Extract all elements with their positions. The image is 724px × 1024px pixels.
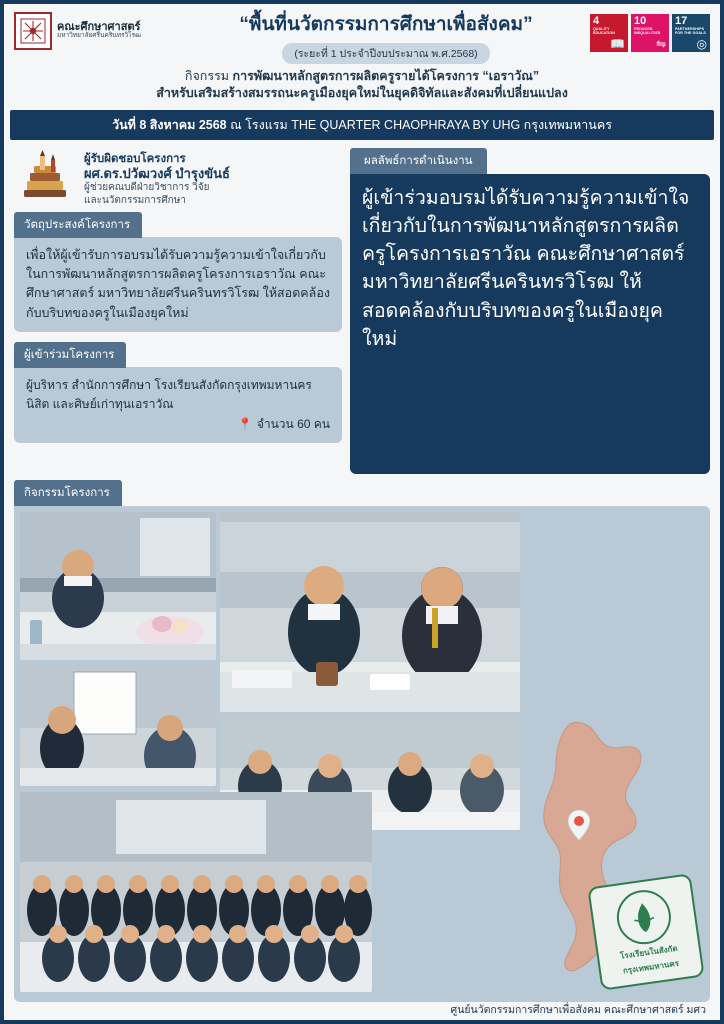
content-body [4, 140, 720, 474]
circle-rings-icon: ◎ [696, 37, 707, 51]
owner-name: ผศ.ดร.ปวัฒวงศ์ บำรุงขันธ์ [84, 165, 230, 181]
sdg-number: 10 [634, 15, 647, 27]
results-tag: ผลลัพธ์การดำเนินงาน [350, 148, 487, 174]
swu-logo-icon [14, 12, 52, 50]
location-pin-icon [568, 810, 590, 840]
header [4, 4, 720, 66]
date-venue-bar [10, 110, 714, 140]
participants-tag: ผู้เข้าร่วมโครงการ [14, 342, 126, 368]
photo-participants-table [220, 512, 520, 712]
owner-tag: ผู้รับผิดชอบโครงการ [84, 152, 186, 165]
objective-text: เพื่อให้ผู้เข้ารับการอบรมได้รับความรู้ความเข้าใจเกี่ยวกับในการพัฒนาหลักสูตรการผลิตครูโครงการเอราวัณ คณะศึกษาศาสตร์ มหาวิทยาลัยศรีนครินทรวิโรฒ ให้สอดคล้องกับบริบทของครูในเมืองยุคใหม่ [14, 237, 342, 333]
activity-prefix: กิจกรรม [184, 68, 230, 83]
sdg-label: REDUCED INEQUALITIES [634, 27, 661, 35]
sdg-number: 17 [675, 15, 688, 27]
sdg-number: 4 [593, 15, 600, 27]
thailand-map [512, 718, 702, 988]
school-badge-line1: โรงเรียนในสังกัด [619, 943, 679, 961]
school-badge [587, 873, 704, 990]
left-column [14, 148, 342, 474]
participants-count: จำนวน 60 คน [256, 417, 330, 432]
sdg-badge-10 [631, 14, 669, 52]
event-venue: ณ โรงแรม THE QUARTER CHAOPHRAYA BY UHG กรุงเทพมหานคร [230, 117, 612, 132]
activity-heading [4, 66, 720, 102]
sdg-badge-4 [590, 14, 628, 52]
sdg-badges [590, 12, 710, 52]
title-block [188, 12, 584, 64]
gallery-tag: กิจกรรมโครงการ [14, 480, 122, 506]
equal-arrows-icon: ⇋ [655, 37, 666, 51]
faculty-name: คณะศึกษาศาสตร์ [57, 20, 141, 33]
owner-role-line2: และนวัตกรรมการศึกษา [84, 194, 186, 206]
book-icon: 📖 [610, 37, 625, 51]
location-pin-icon: 📍 [237, 417, 253, 432]
sdg-badge-17 [672, 14, 710, 52]
photo-seminar-speaker-left [20, 512, 216, 660]
gallery-header [4, 474, 720, 506]
participants-panel [14, 367, 342, 443]
phase-badge: (ระยะที่ 1 ประจำปีงบประมาณ พ.ศ.2568) [282, 43, 489, 64]
school-badge-line2: กรุงเทพมหานคร [622, 958, 680, 976]
objective-tag: วัตถุประสงค์โครงการ [14, 212, 142, 238]
participants-section [14, 342, 342, 443]
results-text: ผู้เข้าร่วมอบรมได้รับความรู้ความเข้าใจเกี่ยวกับในการพัฒนาหลักสูตรการผลิตครูโครงการเอราวัณ คณะศึกษาศาสตร์ มหาวิทยาลัยศรีนครินทรวิโรฒ ให้สอดคล้องกับบริบทของครูในเมืองยุคใหม่ [350, 174, 710, 474]
sdg-label: QUALITY EDUCATION [593, 27, 615, 35]
photo-group-photo-wide [20, 792, 372, 992]
activity-line1: การพัฒนาหลักสูตรการผลิตครูรายได้โครงการ “เอราวัณ” [232, 68, 540, 83]
owner-role-line1: ผู้ช่วยคณบดีฝ่ายวิชาการ วิจัย [84, 182, 210, 194]
school-emblem-icon [613, 886, 674, 947]
photo-workshop-flipchart [20, 664, 216, 786]
participants-text: ผู้บริหาร สำนักการศึกษา โรงเรียนสังกัดกรุงเทพมหานคร นิสิต และศิษย์เก่าทุนเอราวัณ [26, 378, 312, 411]
books-pencil-icon [18, 150, 76, 208]
objective-section [14, 212, 342, 333]
page-title: “พื้นที่นวัตกรรมการศึกษาเพื่อสังคม” [239, 14, 533, 35]
gallery-panel [14, 506, 710, 1002]
sdg-label: PARTNERSHIPS FOR THE GOALS [675, 27, 706, 35]
project-owner [14, 148, 342, 212]
activity-line2: สำหรับเสริมสร้างสมรรถนะครูเมืองยุคใหม่ในยุคดิจิทัลและสังคมที่เปลี่ยนแปลง [156, 85, 568, 100]
faculty-logo [14, 12, 182, 50]
university-name: มหาวิทยาลัยศรีนครินทรวิโรฒ [57, 32, 142, 40]
event-date: วันที่ 8 สิงหาคม 2568 [112, 117, 227, 132]
right-column [350, 148, 710, 474]
footer-text: ศูนย์นวัตกรรมการศึกษาเพื่อสังคม คณะศึกษาศาสตร์ มศว [450, 1004, 706, 1016]
